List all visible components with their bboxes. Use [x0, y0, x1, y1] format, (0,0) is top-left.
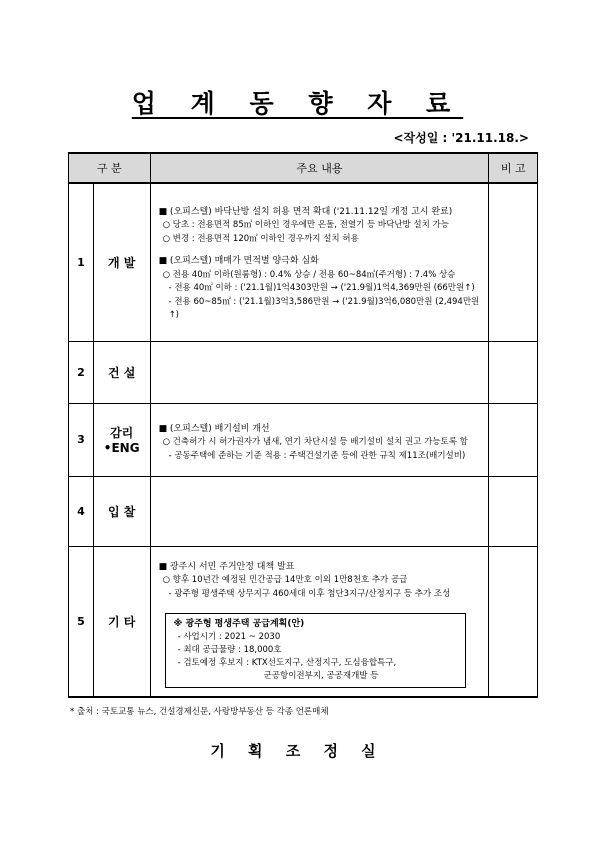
row-category: 개 발 — [93, 183, 150, 341]
row-number: 3 — [69, 403, 94, 476]
row-category: 건 설 — [93, 341, 150, 403]
content-line: ○ 건축허가 시 허가권자가 냄새, 연기 차단시설 등 배기설비 설치 권고 가능토록 함 — [162, 437, 468, 448]
header-note: 비 고 — [489, 153, 538, 183]
row-number: 1 — [69, 183, 94, 341]
table-row-construction — [69, 341, 538, 403]
row-content — [150, 403, 489, 476]
supply-plan-line: - 최대 공급물량 : 18,000호 — [177, 645, 282, 655]
content-heading: ■ 광주시 서민 주거안정 대책 발표 — [158, 561, 295, 572]
row-content — [150, 341, 489, 403]
row-category: 감리•ENG — [93, 403, 150, 476]
trend-table — [68, 152, 538, 698]
supply-plan-line: - 사업시기 : 2021 ~ 2030 — [177, 632, 281, 642]
written-date: <작성일 : '21.11.18.> — [393, 131, 529, 145]
source-note: * 출처 : 국토교통 뉴스, 건설경제신문, 사랑방부동산 등 각종 언론매체 — [70, 707, 329, 717]
content-line: - 공동주택에 준하는 기준 적용 : 주택건설기준 등에 관한 규칙 제11조(배기설비) — [168, 450, 466, 461]
supply-plan-box — [165, 613, 467, 688]
row-number: 2 — [69, 341, 94, 403]
supply-plan-line: 군공항이전부지, 공공재개발 등 — [263, 671, 379, 681]
content-line: - 전용 60~85㎡ : ('21.1월)3억3,586만원 → ('21.9월)3억6,080만원 (2,494만원↑) — [168, 296, 480, 321]
row-note — [489, 476, 538, 546]
row-note — [489, 546, 538, 697]
content-heading: ■ (오피스텔) 매매가 면적별 양극화 심화 — [158, 256, 319, 267]
row-content — [150, 476, 489, 546]
table-row-others — [69, 546, 538, 697]
table-row-bidding — [69, 476, 538, 546]
supply-plan-line: - 검토예정 후보지 : KTX선도지구, 산정지구, 도심융합특구, — [177, 658, 397, 668]
row-note — [489, 403, 538, 476]
row-number: 4 — [69, 476, 94, 546]
row-content — [150, 183, 489, 341]
supply-plan-heading: ※ 광주형 평생주택 공급계획(안) — [173, 619, 305, 629]
row-note — [489, 341, 538, 403]
content-line: ○ 향후 10년간 예정된 민간공급 14만호 이외 1만8천호 추가 공급 — [162, 575, 408, 585]
table-row-development — [69, 183, 538, 341]
row-content — [150, 546, 489, 697]
content-line: - 전용 40㎡ 이하 : ('21.1월)1억4303만원 → ('21.9월)1억4,369만원 (66만원↑) — [168, 283, 475, 294]
content-line: ○ 변경 : 전용면적 120㎡ 이하인 경우까지 설치 허용 — [162, 233, 359, 244]
table-row-supervision-eng — [69, 403, 538, 476]
table-header-row — [69, 153, 538, 183]
row-category: 기 타 — [93, 546, 150, 697]
content-line: ○ 전용 40㎡ 이하(원룸형) : 0.4% 상승 / 전용 60~84㎡(주거형) : 7.4% 상승 — [162, 269, 456, 280]
row-category: 입 찰 — [93, 476, 150, 546]
header-category: 구 분 — [69, 153, 151, 183]
row-note — [489, 183, 538, 341]
document-title: 업 계 동 향 자 료 — [131, 89, 464, 118]
content-line: - 광주형 평생주택 상무지구 460세대 이후 첨단3지구/산정지구 등 추가 조성 — [168, 588, 451, 599]
content-heading: ■ (오피스텔) 바닥난방 설치 허용 면적 확대 ('21.11.12일 개정 고시 완료) — [158, 206, 453, 217]
header-content: 주요 내용 — [150, 153, 489, 183]
row-number: 5 — [69, 546, 94, 697]
content-heading: ■ (오피스텔) 배기설비 개선 — [158, 423, 270, 434]
content-line: ○ 당초 : 전용면적 85㎡ 이하인 경우에만 온돌, 전열기 등 바닥난방 설치 가능 — [162, 220, 449, 231]
department-name: 기 획 조 정 실 — [210, 742, 385, 760]
